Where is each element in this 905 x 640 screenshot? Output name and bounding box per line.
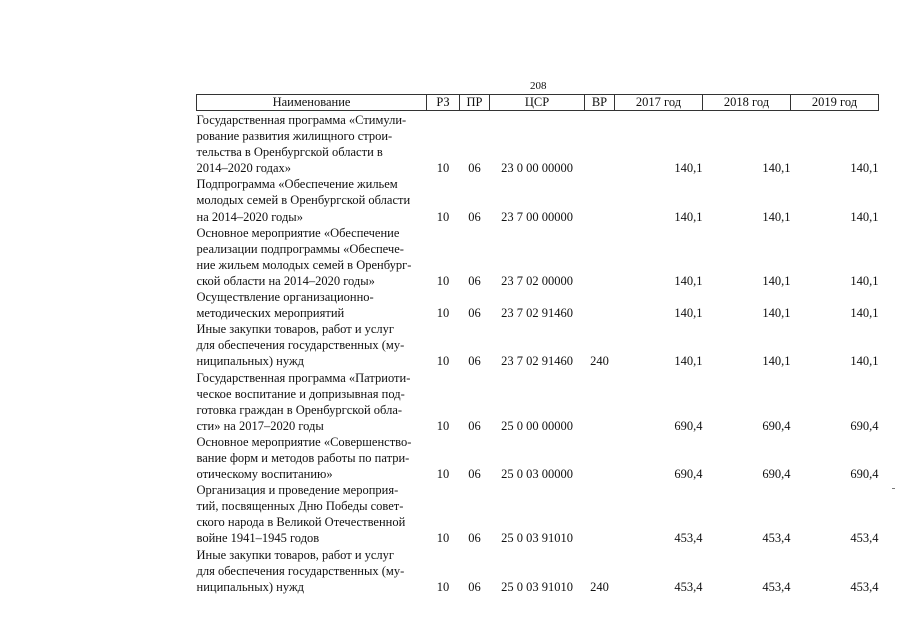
row-value-2017: 140,1	[674, 161, 703, 176]
row-rz: 10	[436, 306, 450, 321]
row-name-line: ниципальных) нужд	[196, 354, 304, 369]
row-value-2018: 140,1	[762, 209, 791, 224]
row-name-line: на 2014–2020 годы»	[196, 209, 303, 224]
row-pr: 06	[468, 579, 481, 594]
row-name	[197, 321, 427, 369]
row-value-2017: 690,4	[674, 467, 703, 482]
row-name-line: Государственная программа «Стимули-	[196, 113, 407, 127]
row-rz: 10	[436, 579, 450, 594]
row-value-2018: 140,1	[762, 354, 791, 369]
row-value-2017: 453,4	[674, 579, 703, 594]
row-value-2019: 453,4	[850, 531, 879, 546]
row-name-line: ского народа в Великой Отечественной	[196, 515, 406, 530]
row-name-line: войне 1941–1945 годов	[196, 531, 320, 546]
column-header-csr: ЦСР	[490, 95, 585, 111]
row-value-2017: 690,4	[674, 418, 703, 433]
row-name	[197, 370, 427, 434]
row-name	[197, 289, 427, 321]
row-name	[197, 547, 427, 595]
table-header-row	[197, 95, 879, 111]
row-value-2019: 690,4	[850, 467, 879, 482]
column-header-2019: 2019 год	[791, 95, 879, 111]
row-name-line: ниципальных) нужд	[196, 579, 304, 594]
table-row	[197, 321, 879, 369]
row-rz: 10	[436, 209, 450, 224]
row-name-line: вание форм и методов работы по патри-	[196, 450, 410, 465]
row-vr: 240	[590, 579, 609, 594]
table-row	[197, 434, 879, 482]
table-row	[197, 176, 879, 224]
row-csr: 25 0 03 91010	[501, 579, 573, 594]
row-vr	[585, 434, 615, 482]
row-value-2018: 690,4	[762, 467, 791, 482]
row-csr: 25 0 00 00000	[501, 418, 573, 433]
row-name-line: реализации подпрограммы «Обеспече-	[196, 241, 404, 256]
row-name-line: сти» на 2017–2020 годы	[196, 418, 324, 433]
row-name-line: Организация и проведение мероприя-	[196, 483, 399, 498]
row-vr	[585, 111, 615, 177]
row-name	[197, 176, 427, 224]
row-pr: 06	[468, 306, 481, 321]
row-csr: 23 7 02 91460	[501, 354, 573, 369]
row-name-line: готовка граждан в Оренбургской обла-	[196, 402, 403, 417]
row-value-2017: 140,1	[674, 306, 703, 321]
row-name-line: методических мероприятий	[196, 306, 345, 321]
row-csr: 23 7 02 91460	[501, 306, 573, 321]
row-pr: 06	[468, 531, 481, 546]
row-vr	[585, 225, 615, 289]
row-name-line: ческое воспитание и допризывная под-	[196, 386, 405, 401]
row-csr: 23 7 00 00000	[501, 209, 573, 224]
row-value-2018: 690,4	[762, 418, 791, 433]
row-value-2018: 140,1	[762, 273, 791, 288]
row-rz: 10	[436, 531, 450, 546]
table-row	[197, 225, 879, 289]
row-value-2017: 140,1	[674, 354, 703, 369]
row-value-2019: 140,1	[850, 273, 879, 288]
row-name	[197, 225, 427, 289]
row-vr	[585, 482, 615, 546]
budget-table	[196, 94, 879, 595]
page-number: 208	[530, 80, 547, 92]
row-name-line: молодых семей в Оренбургской области	[196, 193, 411, 208]
row-name-line: Государственная программа «Патриоти-	[196, 370, 411, 385]
row-name-line: Основное мероприятие «Совершенство-	[196, 434, 412, 449]
row-name-line: Иные закупки товаров, работ и услуг	[196, 547, 395, 562]
row-value-2019: 140,1	[850, 306, 879, 321]
row-name-line: Подпрограмма «Обеспечение жильем	[196, 177, 398, 192]
row-pr: 06	[468, 273, 481, 288]
row-csr: 25 0 03 91010	[501, 531, 573, 546]
row-rz: 10	[436, 467, 450, 482]
row-value-2018: 453,4	[762, 579, 791, 594]
row-name	[197, 482, 427, 546]
row-rz: 10	[436, 354, 450, 369]
row-name-line: Иные закупки товаров, работ и услуг	[196, 322, 395, 337]
row-name-line: отическому воспитанию»	[196, 467, 333, 482]
column-header-pr: ПР	[460, 95, 490, 111]
row-vr	[585, 370, 615, 434]
column-header-rz: РЗ	[427, 95, 460, 111]
row-name-line: 2014–2020 годах»	[196, 161, 291, 176]
row-value-2018: 453,4	[762, 531, 791, 546]
row-value-2019: 453,4	[850, 579, 879, 594]
row-value-2019: 690,4	[850, 418, 879, 433]
table-row	[197, 370, 879, 434]
row-name	[197, 111, 427, 177]
row-value-2017: 140,1	[674, 209, 703, 224]
row-name-line: ние жильем молодых семей в Оренбург-	[196, 257, 412, 272]
row-pr: 06	[468, 418, 481, 433]
row-name-line: для обеспечения государственных (му-	[196, 338, 405, 353]
table-row	[197, 482, 879, 546]
row-name-line: тельства в Оренбургской области в	[196, 145, 383, 160]
row-name-line: рование развития жилищного строи-	[196, 129, 393, 144]
row-name-line: Основное мероприятие «Обеспечение	[196, 225, 400, 240]
row-value-2019: 140,1	[850, 209, 879, 224]
row-name-line: для обеспечения государственных (му-	[196, 563, 405, 578]
table-row	[197, 289, 879, 321]
row-value-2017: 140,1	[674, 273, 703, 288]
row-vr	[585, 176, 615, 224]
row-value-2018: 140,1	[762, 306, 791, 321]
row-name-line: ской области на 2014–2020 годы»	[196, 273, 375, 288]
row-vr: 240	[590, 354, 609, 369]
column-header-2017: 2017 год	[615, 95, 703, 111]
row-rz: 10	[436, 273, 450, 288]
row-value-2019: 140,1	[850, 161, 879, 176]
row-value-2017: 453,4	[674, 531, 703, 546]
row-rz: 10	[436, 161, 450, 176]
column-header-vr: ВР	[585, 95, 615, 111]
row-vr	[585, 289, 615, 321]
row-pr: 06	[468, 209, 481, 224]
table-body	[197, 111, 879, 595]
column-header-2018: 2018 год	[703, 95, 791, 111]
row-rz: 10	[436, 418, 450, 433]
row-name-line: Осуществление организационно-	[196, 290, 374, 305]
row-pr: 06	[468, 467, 481, 482]
margin-mark	[892, 488, 895, 489]
table-row	[197, 547, 879, 595]
row-name	[197, 434, 427, 482]
row-value-2018: 140,1	[762, 161, 791, 176]
row-csr: 23 7 02 00000	[501, 273, 573, 288]
row-name-line: тий, посвященных Дню Победы совет-	[196, 499, 404, 514]
row-value-2019: 140,1	[850, 354, 879, 369]
row-csr: 25 0 03 00000	[501, 467, 573, 482]
column-header-name: Наименование	[197, 95, 427, 111]
row-pr: 06	[468, 161, 481, 176]
table-row	[197, 111, 879, 177]
row-pr: 06	[468, 354, 481, 369]
row-csr: 23 0 00 00000	[501, 161, 573, 176]
